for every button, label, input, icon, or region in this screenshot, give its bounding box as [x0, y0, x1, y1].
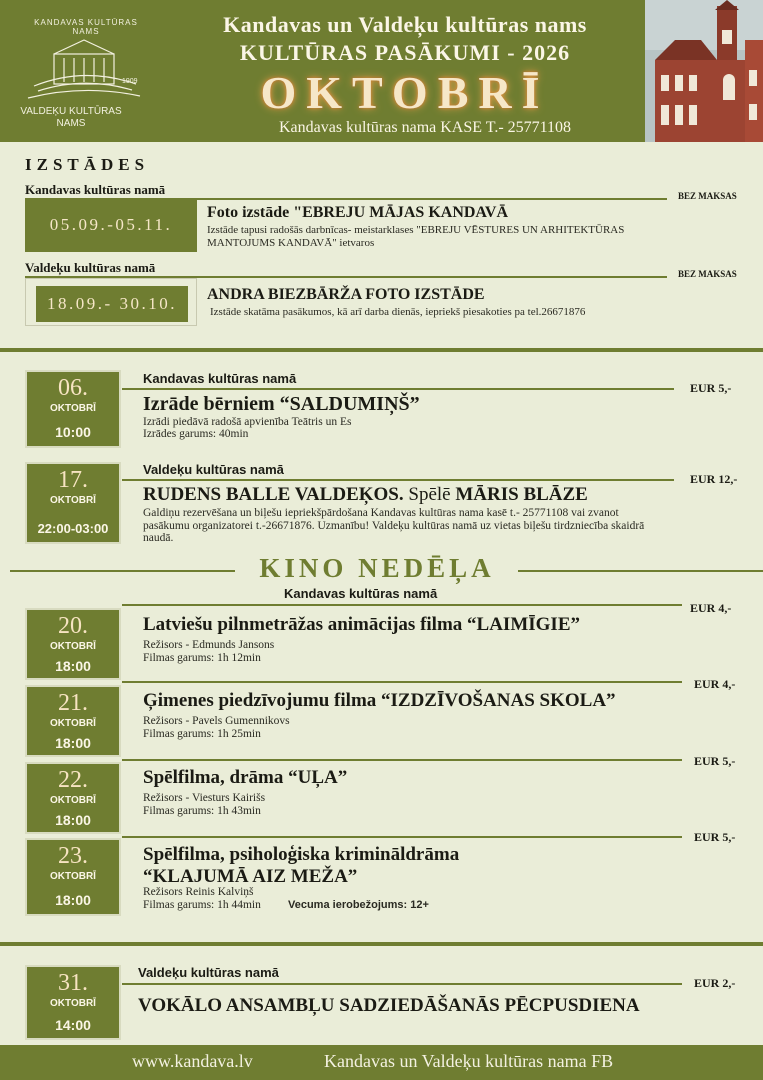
film-23-time: 18:00 — [55, 892, 91, 908]
kino-title: KINO NEDĒĻA — [259, 553, 495, 583]
footer-website-link[interactable]: www.kandava.lv — [132, 1051, 253, 1071]
exhibition-2-dates: 18.09.- 30.10. — [36, 286, 188, 322]
film-23-director: Režisors Reinis Kalviņš — [143, 886, 254, 898]
film-21-time: 18:00 — [55, 735, 91, 751]
event-17-title — [143, 484, 588, 506]
film-22-director: Režisors - Viesturs Kairišs — [143, 792, 266, 804]
film-21-length: Filmas garums: 1h 25min — [143, 728, 261, 740]
event-31-venue: Valdeķu kultūras namā — [138, 965, 279, 980]
event-31-month: OKTOBRĪ — [50, 998, 96, 1009]
film-20-price: EUR 4,- — [690, 601, 732, 615]
film-22-title: Spēlfilma, drāma “UĻA” — [143, 767, 348, 788]
event-17-date — [25, 462, 121, 544]
film-20-date — [25, 608, 121, 680]
film-21-date — [25, 685, 121, 757]
event-17-price: EUR 12,- — [690, 472, 738, 486]
event-06-desc2: Izrādes garums: 40min — [143, 428, 249, 440]
film-22-price: EUR 5,- — [694, 754, 736, 768]
event-31-price: EUR 2,- — [694, 976, 736, 990]
film-21-title: Ģimenes piedzīvojumu filma “IZDZĪVOŠANAS SKOLA” — [143, 690, 616, 711]
event-06-time: 10:00 — [55, 424, 91, 440]
header-title: Kandavas un Valdeķu kultūras nams — [223, 12, 587, 37]
event-17-title-c: MĀRIS BLĀZE — [455, 484, 588, 505]
header-subtitle: KULTŪRAS PASĀKUMI - 2026 — [239, 40, 571, 65]
event-06-price: EUR 5,- — [690, 381, 732, 395]
film-23-title-line1: Spēlfilma, psiholoģiska krimināldrāma — [143, 844, 460, 865]
kino-venue: Kandavas kultūras namā — [284, 586, 438, 601]
film-20-time: 18:00 — [55, 658, 91, 674]
film-21-price: EUR 4,- — [694, 677, 736, 691]
divider-line — [122, 836, 682, 838]
film-20-title: Latviešu pilnmetrāžas animācijas filma “LAIMĪGIE” — [143, 614, 580, 635]
logo — [16, 16, 156, 134]
building-photo-icon — [645, 0, 763, 142]
event-06-date — [25, 370, 121, 448]
film-23-price: EUR 5,- — [694, 830, 736, 844]
exhibition-2-title: ANDRA BIEZBĀRŽA FOTO IZSTĀDE — [207, 286, 485, 303]
film-23-month: OKTOBRĪ — [50, 871, 96, 882]
exhibition-2-price: BEZ MAKSAS — [678, 269, 737, 279]
event-06-title: Izrāde bērniem “SALDUMIŅŠ” — [143, 393, 420, 415]
event-31-time: 14:00 — [55, 1017, 91, 1033]
event-17-venue: Valdeķu kultūras namā — [143, 462, 284, 477]
film-21-director: Režisors - Pavels Gumennikovs — [143, 715, 290, 727]
film-20-day: 20. — [58, 613, 88, 639]
divider-line — [122, 479, 674, 481]
film-22-day: 22. — [58, 767, 88, 793]
film-20-length: Filmas garums: 1h 12min — [143, 652, 261, 664]
exhibitions-title: IZSTĀDES — [25, 155, 150, 174]
event-06-month: OKTOBRĪ — [50, 403, 96, 414]
event-17-time: 22:00-03:00 — [37, 521, 109, 536]
logo-bottom-text: VALDEĶU KULTŪRAS NAMS — [20, 106, 122, 129]
event-17-title-b: Spēlē — [403, 484, 456, 505]
building-logo-icon — [24, 36, 144, 106]
divider-line — [122, 388, 674, 390]
footer-fb-link[interactable]: Kandavas un Valdeķu kultūras nama FB — [324, 1051, 614, 1071]
exhibition-1-desc: Izstāde tapusi radošās darbnīcas- meistarklases "EBREJU VĒSTURES UN ARHITEKTŪRAS MANTOJUMS KANDAVĀ" ietvaros — [207, 224, 625, 249]
section-divider — [0, 348, 763, 352]
box-office-phone: Kandavas kultūras nama KASE T.- 25771108 — [278, 119, 572, 136]
film-22-date — [25, 762, 121, 834]
divider-line — [122, 604, 682, 606]
exhibition-1-venue: Kandavas kultūras namā — [25, 182, 166, 197]
kino-line-left — [10, 570, 235, 572]
event-31-day: 31. — [58, 970, 88, 996]
film-22-time: 18:00 — [55, 812, 91, 828]
film-20-director: Režisors - Edmunds Jansons — [143, 639, 275, 651]
month-title: OKTOBRĪ — [260, 67, 550, 118]
exhibition-1-dates: 05.09.-05.11. — [25, 198, 197, 252]
logo-year: 1909 — [122, 78, 138, 85]
event-06-desc1: Izrādi piedāvā radošā apvienība Teātris un Es — [143, 416, 352, 428]
film-22-month: OKTOBRĪ — [50, 795, 96, 806]
event-31-date — [25, 965, 121, 1040]
divider-line — [122, 681, 682, 683]
film-23-age: Vecuma ierobežojums: 12+ — [288, 899, 429, 911]
film-21-day: 21. — [58, 690, 88, 716]
event-17-desc: Galdiņu rezervēšana un biļešu iepriekšpārdošana Kandavas kultūras nama kasē t.- 25771108 vai zvanot pasākumu organizatorei t.-26671876. Uzmanību! Valdeķu kultūras namā uz vietas biļešu tirdzniecība skaidrā naudā. — [143, 507, 645, 544]
event-06-venue: Kandavas kultūras namā — [143, 371, 297, 386]
film-23-length: Filmas garums: 1h 44min — [143, 899, 261, 911]
exhibition-1-title: Foto izstāde "EBREJU MĀJAS KANDAVĀ — [207, 204, 509, 221]
film-23-date — [25, 838, 121, 916]
event-06-day: 06. — [58, 375, 88, 401]
divider-line — [122, 759, 682, 761]
divider-line — [122, 983, 682, 985]
exhibition-2-venue: Valdeķu kultūras namā — [25, 260, 156, 275]
exhibition-2-desc: Izstāde skatāma pasākumos, kā arī darba dienās, iepriekš piesakoties pa tel.26671876 — [210, 306, 586, 318]
footer — [0, 1045, 763, 1080]
event-17-day: 17. — [58, 467, 88, 493]
exhibition-1-price: BEZ MAKSAS — [678, 191, 737, 201]
film-22-length: Filmas garums: 1h 43min — [143, 805, 261, 817]
event-31-title: VOKĀLO ANSAMBĻU SADZIEDĀŠANĀS PĒCPUSDIENA — [138, 995, 640, 1016]
logo-arc-text: KANDAVAS KULTŪRAS NAMS — [34, 18, 138, 36]
film-23-day: 23. — [58, 843, 88, 869]
section-divider — [0, 942, 763, 946]
film-20-month: OKTOBRĪ — [50, 641, 96, 652]
kino-line-right — [518, 570, 763, 572]
event-17-title-a: RUDENS BALLE VALDEĶOS. — [143, 484, 404, 505]
event-17-month: OKTOBRĪ — [50, 495, 96, 506]
film-23-title-line2: “KLAJUMĀ AIZ MEŽA” — [143, 866, 358, 887]
film-21-month: OKTOBRĪ — [50, 718, 96, 729]
